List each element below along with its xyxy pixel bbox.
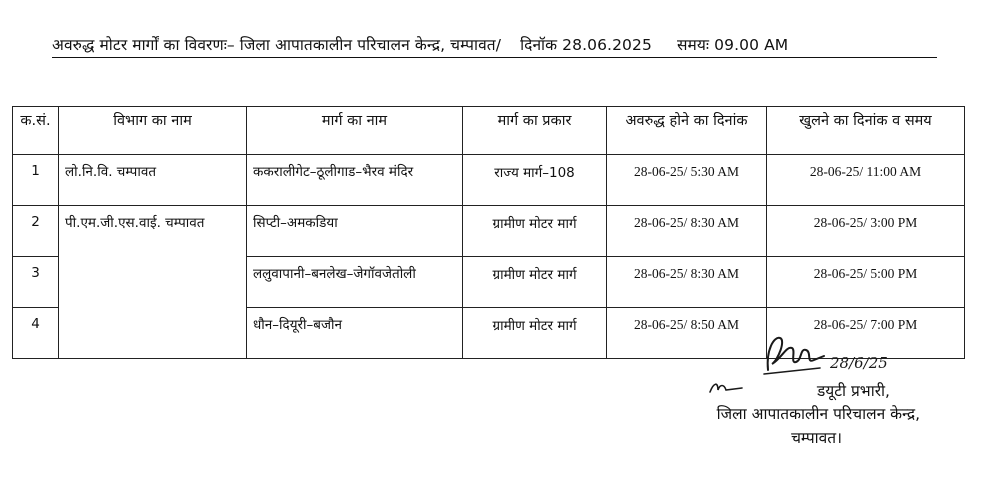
office-location: चम्पावत। — [791, 429, 842, 447]
table-header-row — [13, 107, 965, 155]
table-row — [13, 206, 965, 257]
col-header-route-type: मार्ग का प्रकार — [463, 107, 607, 155]
col-header-department: विभाग का नाम — [59, 107, 247, 155]
cell-department: पी.एम.जी.एस.वाई. चम्पावत — [59, 206, 247, 359]
initial-scribble-icon — [708, 380, 744, 396]
cell-route: ललुवापानी–बनलेख–जेगॉवजेतोली — [247, 257, 463, 308]
handwritten-signature-icon — [760, 330, 830, 378]
cell-opened: 28-06-25/ 11:00 AM — [767, 155, 965, 206]
cell-blocked: 28-06-25/ 8:50 AM — [607, 308, 767, 359]
heading-time: समयः 09.00 AM — [676, 36, 789, 54]
col-header-route: मार्ग का नाम — [247, 107, 463, 155]
cell-route: सिप्टी–अमकडिया — [247, 206, 463, 257]
cell-blocked: 28-06-25/ 5:30 AM — [607, 155, 767, 206]
cell-blocked: 28-06-25/ 8:30 AM — [607, 257, 767, 308]
cell-serial: 2 — [13, 206, 59, 257]
cell-opened: 28-06-25/ 5:00 PM — [767, 257, 965, 308]
cell-route: ककरालीगेट–ठूलीगाड–भैरव मंदिर — [247, 155, 463, 206]
cell-route: धौन–दियूरी–बजौन — [247, 308, 463, 359]
cell-department: लो.नि.वि. चम्पावत — [59, 155, 247, 206]
duty-officer-designation: डयूटी प्रभारी, — [816, 382, 890, 400]
cell-serial: 4 — [13, 308, 59, 359]
col-header-opened-datetime: खुलने का दिनांक व समय — [767, 107, 965, 155]
blocked-routes-table — [12, 106, 965, 359]
cell-blocked: 28-06-25/ 8:30 AM — [607, 206, 767, 257]
col-header-serial: क.सं. — [13, 107, 59, 155]
cell-serial: 3 — [13, 257, 59, 308]
cell-route-type: ग्रामीण मोटर मार्ग — [463, 206, 607, 257]
cell-serial: 1 — [13, 155, 59, 206]
signature-date: 28/6/25 — [830, 354, 888, 372]
cell-route-type: राज्य मार्ग–108 — [463, 155, 607, 206]
col-header-blocked-date: अवरुद्ध होने का दिनांक — [607, 107, 767, 155]
cell-opened: 28-06-25/ 7:00 PM — [767, 308, 965, 359]
table-row — [13, 155, 965, 206]
cell-route-type: ग्रामीण मोटर मार्ग — [463, 257, 607, 308]
document-heading — [52, 33, 937, 58]
signature-block — [640, 330, 960, 470]
cell-opened: 28-06-25/ 3:00 PM — [767, 206, 965, 257]
heading-title: अवरुद्ध मोटर मार्गों का विवरणः– जिला आपातकालीन परिचालन केन्द्र, चम्पावत/ — [52, 36, 502, 54]
office-name: जिला आपातकालीन परिचालन केन्द्र, — [716, 405, 920, 423]
heading-date: दिनॉक 28.06.2025 — [520, 36, 652, 54]
cell-route-type: ग्रामीण मोटर मार्ग — [463, 308, 607, 359]
